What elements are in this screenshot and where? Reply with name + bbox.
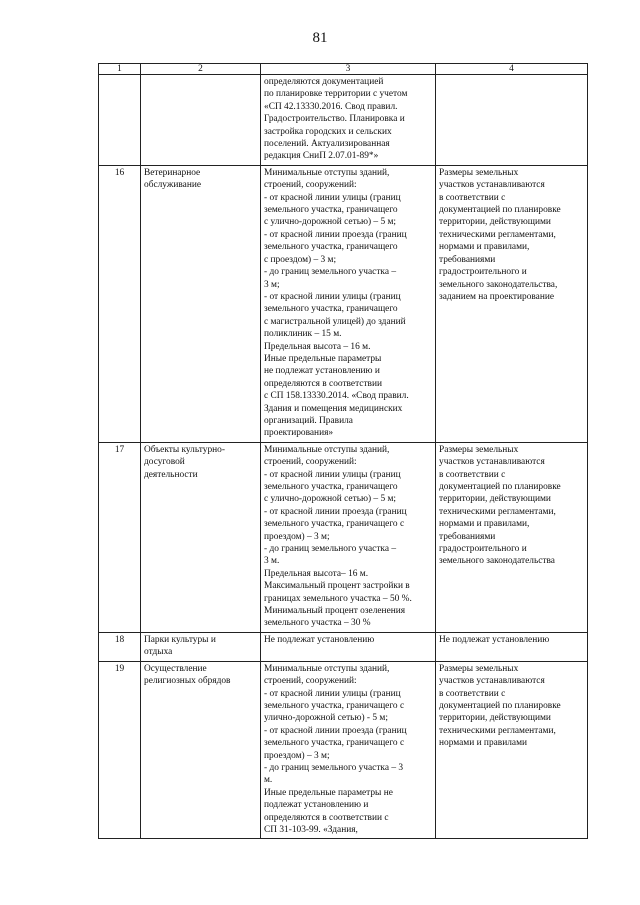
text-line: - от красной линии проезда (границ xyxy=(264,725,407,736)
text-line: определяются в соответствии xyxy=(264,378,383,389)
text-line: участков устанавливаются xyxy=(439,180,545,191)
text-line: Иные предельные параметры xyxy=(264,353,382,364)
table-row xyxy=(99,632,588,661)
column-header-4: 4 xyxy=(436,64,588,75)
text-line: строений, сооружений: xyxy=(264,676,357,687)
table-row xyxy=(99,75,588,166)
parameters-text xyxy=(261,661,436,839)
column-header-1: 1 xyxy=(99,64,141,75)
text-line: земельного участка, граничащего xyxy=(264,482,398,492)
use-type-name xyxy=(141,165,261,442)
column-header-2: 2 xyxy=(141,64,261,75)
text-line: с улично-дорожной сетью) – 5 м; xyxy=(264,494,397,505)
text-line: земельного законодательства, xyxy=(439,279,558,290)
zoning-parameters-table xyxy=(98,63,588,839)
text-line: с улично-дорожной сетью) – 5 м; xyxy=(264,217,397,228)
text-line: организаций. Правила xyxy=(264,415,353,426)
text-line: - от красной линии проезда (границ xyxy=(264,506,407,517)
text-line: застройка городских и сельских xyxy=(264,126,392,137)
text-line: требованиями xyxy=(439,531,496,542)
text-line: Не подлежат установлению xyxy=(264,634,375,645)
text-line: Размеры земельных xyxy=(439,444,519,455)
text-line: подлежат установлению и xyxy=(264,800,369,811)
text-line: Максимальный процент застройки в xyxy=(264,581,410,592)
parameters-text xyxy=(261,442,436,632)
text-line: в соответствии с xyxy=(439,469,506,480)
text-line: определяются в соответствии с xyxy=(264,812,389,823)
text-line: территории, действующими xyxy=(439,494,551,505)
text-line: Минимальные отступы зданий, xyxy=(264,663,390,674)
text-line: - до границ земельного участка – xyxy=(264,544,397,555)
text-line: градостроительного и xyxy=(439,267,527,278)
row-number: 18 xyxy=(99,632,141,661)
text-line: Не подлежат установлению xyxy=(439,634,550,645)
text-line: нормами и правилами, xyxy=(439,519,530,530)
plot-size-text xyxy=(436,442,588,632)
text-line: отдыха xyxy=(144,647,173,658)
text-line: религиозных обрядов xyxy=(144,676,231,687)
row-number: 19 xyxy=(99,661,141,839)
use-type-name xyxy=(141,632,261,661)
text-line: Предельная высота– 16 м. xyxy=(264,568,369,579)
text-line: - до границ земельного участка – 3 xyxy=(264,762,404,773)
text-line: земельного участка, граничащего xyxy=(264,205,398,216)
text-line: - от красной линии улицы (границ xyxy=(264,291,401,302)
table-row xyxy=(99,165,588,442)
text-line: земельного участка, граничащего с xyxy=(264,738,405,749)
plot-size-text xyxy=(436,165,588,442)
text-line: земельного участка – 30 % xyxy=(264,618,371,629)
use-type-name xyxy=(141,75,261,166)
text-line: «СП 42.13330.2016. Свод правил. xyxy=(264,101,398,112)
text-line: техническими регламентами, xyxy=(439,506,556,517)
text-line: техническими регламентами, xyxy=(439,229,556,240)
use-type-name xyxy=(141,442,261,632)
text-line: документацией по планировке xyxy=(439,482,561,492)
text-line: с магистральной улицей) до зданий xyxy=(264,316,406,327)
page-number: 81 xyxy=(312,30,328,46)
text-line: земельного участка, граничащего с xyxy=(264,519,405,530)
text-line: документацией по планировке xyxy=(439,700,561,711)
text-line: нормами и правилами, xyxy=(439,242,530,253)
text-line: земельного законодательства xyxy=(439,556,555,567)
text-line: земельного участка, граничащего xyxy=(264,242,398,253)
text-line: - до границ земельного участка – xyxy=(264,267,397,278)
row-number: 16 xyxy=(99,165,141,442)
text-line: градостроительного и xyxy=(439,544,527,555)
text-line: досуговой xyxy=(144,457,185,468)
text-line: с проездом) – 3 м; xyxy=(264,254,337,265)
column-number-header-row xyxy=(99,64,588,75)
text-line: СП 31-103-99. «Здания, xyxy=(264,824,358,835)
text-line: земельного участка, граничащего с xyxy=(264,700,405,711)
text-line: участков устанавливаются xyxy=(439,676,545,687)
text-line: в соответствии с xyxy=(439,688,506,699)
text-line: 3 м. xyxy=(264,556,280,567)
text-line: границах земельного участка – 50 %. xyxy=(264,593,412,604)
text-line: - от красной линии проезда (границ xyxy=(264,229,407,240)
text-line: - от красной линии улицы (границ xyxy=(264,469,401,480)
text-line: Размеры земельных xyxy=(439,663,519,674)
text-line: не подлежат установлению и xyxy=(264,366,380,377)
text-line: Минимальные отступы зданий, xyxy=(264,167,390,178)
text-line: строений, сооружений: xyxy=(264,457,357,468)
text-line: территории, действующими xyxy=(439,217,551,228)
text-line: Объекты культурно- xyxy=(144,444,225,455)
row-number xyxy=(99,75,141,166)
text-line: техническими регламентами, xyxy=(439,725,556,736)
text-line: обслуживание xyxy=(144,180,202,191)
text-line: Минимальный процент озеленения xyxy=(264,606,406,617)
use-type-name xyxy=(141,661,261,839)
plot-size-text xyxy=(436,75,588,166)
text-line: строений, сооружений: xyxy=(264,180,357,191)
parameters-text xyxy=(261,165,436,442)
row-number: 17 xyxy=(99,442,141,632)
text-line: поликлиник – 15 м. xyxy=(264,329,342,340)
column-header-3: 3 xyxy=(261,64,436,75)
text-line: определяются документацией xyxy=(264,77,384,87)
text-line: редакция СниП 2.07.01-89*» xyxy=(264,151,379,162)
text-line: по планировке территории с учетом xyxy=(264,89,408,100)
text-line: Осуществление xyxy=(144,663,207,674)
text-line: Минимальные отступы зданий, xyxy=(264,444,390,455)
text-line: проездом) – 3 м; xyxy=(264,531,330,542)
text-line: заданием на проектирование xyxy=(439,291,555,302)
text-line: Размеры земельных xyxy=(439,167,519,178)
text-line: Градостроительство. Планировка и xyxy=(264,114,405,125)
text-line: Ветеринарное xyxy=(144,167,201,178)
text-line: в соответствии с xyxy=(439,192,506,203)
plot-size-text xyxy=(436,661,588,839)
plot-size-text xyxy=(436,632,588,661)
text-line: м. xyxy=(264,775,273,786)
text-line: деятельности xyxy=(144,469,198,480)
table-row xyxy=(99,661,588,839)
parameters-text xyxy=(261,632,436,661)
text-line: - от красной линии улицы (границ xyxy=(264,192,401,203)
text-line: поселений. Актуализированная xyxy=(264,139,390,150)
text-line: территории, действующими xyxy=(439,713,551,724)
text-line: Предельная высота – 16 м. xyxy=(264,341,371,352)
text-line: - от красной линии улицы (границ xyxy=(264,688,401,699)
text-line: проектирования» xyxy=(264,428,334,439)
text-line: улично-дорожной сетью) - 5 м; xyxy=(264,713,388,724)
text-line: участков устанавливаются xyxy=(439,457,545,468)
text-line: проездом) – 3 м; xyxy=(264,750,330,761)
text-line: нормами и правилами xyxy=(439,738,528,749)
text-line: требованиями xyxy=(439,254,496,265)
text-line: Парки культуры и xyxy=(144,634,216,645)
text-line: с СП 158.13330.2014. «Свод правил. xyxy=(264,391,409,402)
text-line: Здания и помещения медицинских xyxy=(264,403,403,414)
text-line: 3 м; xyxy=(264,279,280,290)
parameters-text xyxy=(261,75,436,166)
text-line: Иные предельные параметры не xyxy=(264,787,393,798)
table-row xyxy=(99,442,588,632)
text-line: земельного участка, граничащего xyxy=(264,304,398,315)
text-line: документацией по планировке xyxy=(439,205,561,216)
